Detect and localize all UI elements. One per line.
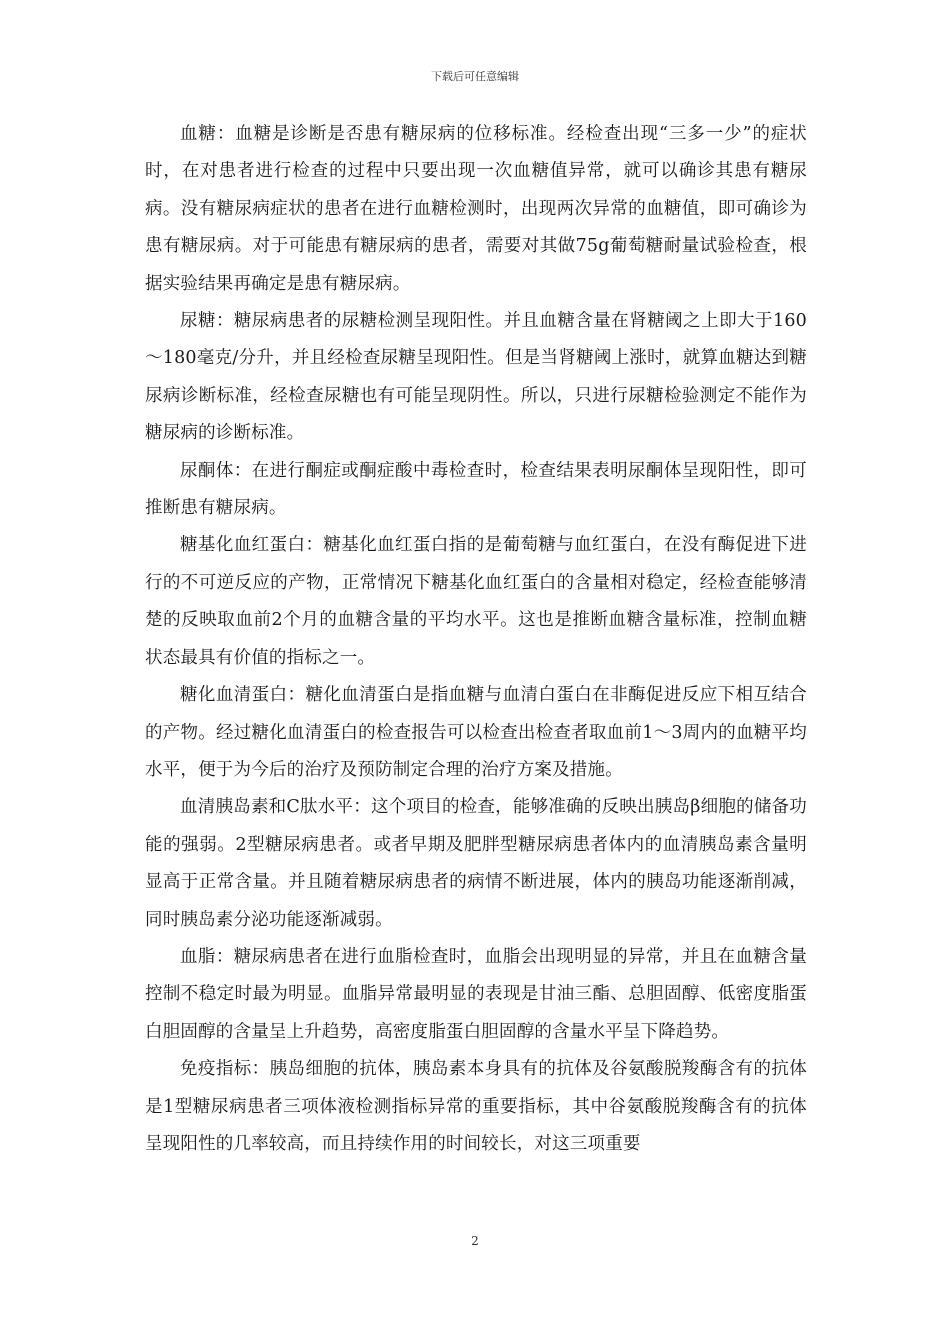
- paragraph-blood-glucose: 血糖：血糖是诊断是否患有糖尿病的位移标准。经检查出现“三多一少”的症状时，在对患者进行检查的过程中只要出现一次血糖值异常，就可以确诊其患有糖尿病。没有糖尿病症状的患者在进行血糖检测时，出现两次异常的血糖值，即可确诊为患有糖尿病。对于可能患有糖尿病的患者，需要对其做75g葡萄糖耐量试验检查，根据实验结果再确定是患有糖尿病。: [145, 124, 807, 294]
- paragraph-immune-indicators: 免疫指标：胰岛细胞的抗体，胰岛素本身具有的抗体及谷氨酸脱羧酶含有的抗体是1型糖尿病患者三项体液检测指标异常的重要指标，其中谷氨酸脱羧酶含有的抗体呈现阳性的几率较高，而且持续作用的时间较长，对这三项重要: [145, 1059, 807, 1154]
- page-number: 2: [471, 1234, 479, 1248]
- paragraph-urine-ketone: 尿酮体：在进行酮症或酮症酸中毒检查时，检查结果表明尿酮体呈现阳性，即可推断患有糖尿病。: [145, 460, 807, 519]
- paragraph-glycated-hemoglobin: 糖基化血红蛋白：糖基化血红蛋白指的是葡萄糖与血红蛋白，在没有酶促进下进行的不可逆反应的产物，正常情况下糖基化血红蛋白的含量相对稳定，经检查能够清楚的反映取血前2个月的血糖含量的平均水平。这也是推断血糖含量标准，控制血糖状态最具有价值的指标之一。: [145, 535, 807, 668]
- paragraph-insulin-c-peptide: 血清胰岛素和C肽水平：这个项目的检查，能够准确的反映出胰岛β细胞的储备功能的强弱。2型糖尿病患者。或者早期及肥胖型糖尿病患者体内的血清胰岛素含量明显高于正常含量。并且随着糖尿病患者的病情不断进展，体内的胰岛功能逐渐削减，同时胰岛素分泌功能逐渐减弱。: [145, 797, 807, 930]
- document-body: [145, 116, 807, 1163]
- page-header: 下载后可任意编辑: [431, 70, 519, 83]
- paragraph-glycated-serum-protein: 糖化血清蛋白：糖化血清蛋白是指血糖与血清白蛋白在非酶促进反应下相互结合的产物。经过糖化血清蛋白的检查报告可以检查出检查者取血前1～3周内的血糖平均水平，便于为今后的治疗及预防制定合理的治疗方案及措施。: [145, 685, 807, 780]
- paragraph-blood-lipids: 血脂：糖尿病患者在进行血脂检查时，血脂会出现明显的异常，并且在血糖含量控制不稳定时最为明显。血脂异常最明显的表现是甘油三酯、总胆固醇、低密度脂蛋白胆固醇的含量呈上升趋势，高密度脂蛋白胆固醇的含量水平呈下降趋势。: [145, 946, 807, 1042]
- paragraph-urine-glucose: 尿糖：糖尿病患者的尿糖检测呈现阳性。并且血糖含量在肾糖阈之上即大于160～180毫克/分升，并且经检查尿糖呈现阳性。但是当肾糖阈上涨时，就算血糖达到糖尿病诊断标准，经检查尿糖也有可能呈现阴性。所以，只进行尿糖检验测定不能作为糖尿病的诊断标准。: [145, 311, 807, 444]
